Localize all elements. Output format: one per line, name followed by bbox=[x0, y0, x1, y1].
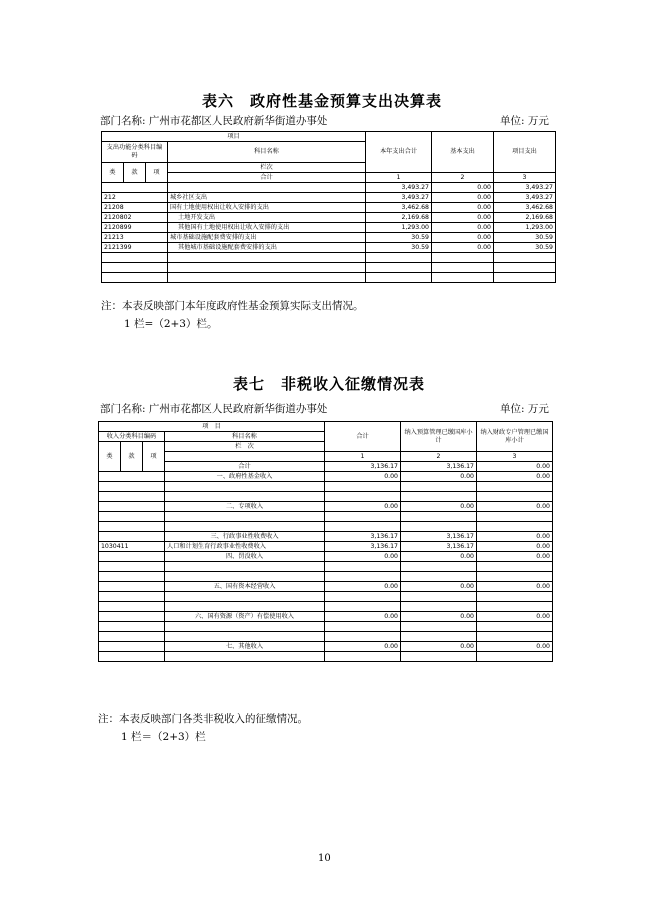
row-v2: 0.00 bbox=[401, 552, 477, 562]
table-row bbox=[102, 243, 556, 253]
row-code: 21208 bbox=[102, 203, 168, 213]
table-row bbox=[102, 203, 556, 213]
table6-dept-label: 部门名称: 广州市花都区人民政府新华街道办事处 bbox=[100, 115, 328, 127]
row-v2: 3,136.17 bbox=[401, 532, 477, 542]
table-row-empty bbox=[102, 273, 556, 283]
table-row-empty bbox=[99, 492, 553, 502]
row-name: 六、国有资源（资产）有偿使用收入 bbox=[165, 612, 325, 622]
table6-header-xiang: 项 bbox=[146, 163, 168, 183]
row-v2: 0.00 bbox=[401, 472, 477, 482]
row-v2: 0.00 bbox=[432, 223, 494, 233]
table6-header-item: 项目 bbox=[102, 132, 366, 142]
table7-total-v1: 3,136.17 bbox=[325, 462, 401, 472]
table6-header-name: 科目名称 bbox=[168, 142, 366, 163]
table6-total-v2: 0.00 bbox=[432, 183, 494, 193]
table-row bbox=[99, 502, 553, 512]
row-v2: 0.00 bbox=[432, 233, 494, 243]
row-v1: 3,136.17 bbox=[325, 542, 401, 552]
table6-total-v3: 3,493.27 bbox=[494, 183, 556, 193]
table7-header-n1: 1 bbox=[325, 452, 401, 462]
table-row bbox=[99, 612, 553, 622]
table6-header-total: 合计 bbox=[168, 173, 366, 183]
table-row bbox=[99, 472, 553, 482]
row-code bbox=[99, 552, 165, 562]
table7-note1: 注：本表反映部门各类非税收入的征缴情况。 bbox=[98, 713, 308, 725]
table-row-empty bbox=[99, 482, 553, 492]
row-v1: 0.00 bbox=[325, 502, 401, 512]
table6-header-col1: 本年支出合计 bbox=[366, 132, 432, 173]
table7-header-xiang: 项 bbox=[143, 442, 165, 472]
table-row bbox=[102, 223, 556, 233]
table6-note2: 1 栏=（2+3）栏。 bbox=[124, 318, 218, 330]
table6-note1: 注：本表反映部门本年度政府性基金预算实际支出情况。 bbox=[101, 300, 364, 312]
row-name: 一、政府性基金收入 bbox=[165, 472, 325, 482]
row-v2: 3,136.17 bbox=[401, 542, 477, 552]
row-code: 2120802 bbox=[102, 213, 168, 223]
row-v3: 0.00 bbox=[477, 542, 553, 552]
table-row-empty bbox=[99, 572, 553, 582]
row-v2: 0.00 bbox=[432, 213, 494, 223]
table6-total-v1: 3,493.27 bbox=[366, 183, 432, 193]
row-code bbox=[99, 472, 165, 482]
table7-header-row1 bbox=[99, 422, 553, 432]
row-code: 21213 bbox=[102, 233, 168, 243]
table6-header-code: 支出功能分类科目编码 bbox=[102, 142, 168, 163]
row-code: 2121399 bbox=[102, 243, 168, 253]
row-v3: 0.00 bbox=[477, 502, 553, 512]
row-name: 其他城市基础设施配套费安排的支出 bbox=[168, 243, 366, 253]
row-v3: 1,293.00 bbox=[494, 223, 556, 233]
table-row bbox=[99, 642, 553, 652]
table7-header-col2: 纳入预算管理已缴国库小计 bbox=[401, 422, 477, 452]
row-v1: 3,136.17 bbox=[325, 532, 401, 542]
table6-header-row1 bbox=[102, 132, 556, 142]
row-code bbox=[99, 502, 165, 512]
row-v1: 2,169.68 bbox=[366, 213, 432, 223]
row-v2: 0.00 bbox=[432, 193, 494, 203]
row-v2: 0.00 bbox=[432, 203, 494, 213]
table7-header-total: 合计 bbox=[165, 462, 325, 472]
table-row-empty bbox=[99, 602, 553, 612]
row-v1: 0.00 bbox=[325, 552, 401, 562]
row-name: 土地开发支出 bbox=[168, 213, 366, 223]
table-row bbox=[102, 193, 556, 203]
table7-header-n2: 2 bbox=[401, 452, 477, 462]
table-row-empty bbox=[99, 522, 553, 532]
table6 bbox=[101, 131, 556, 283]
table-row-empty bbox=[99, 512, 553, 522]
row-v2: 0.00 bbox=[432, 243, 494, 253]
row-v3: 30.59 bbox=[494, 233, 556, 243]
row-v3: 0.00 bbox=[477, 552, 553, 562]
row-v3: 3,462.68 bbox=[494, 203, 556, 213]
row-v1: 3,462.68 bbox=[366, 203, 432, 213]
table7-header-name: 科目名称 bbox=[165, 432, 325, 442]
table7-header-lei: 类 bbox=[99, 442, 121, 472]
row-code bbox=[99, 532, 165, 542]
table6-header-lanci: 栏次 bbox=[168, 163, 366, 173]
row-v3: 2,169.68 bbox=[494, 213, 556, 223]
row-v3: 0.00 bbox=[477, 532, 553, 542]
table7-header-n3: 3 bbox=[477, 452, 553, 462]
table-row-empty bbox=[102, 253, 556, 263]
table7 bbox=[98, 421, 553, 662]
table7-total-v3: 0.00 bbox=[477, 462, 553, 472]
row-v1: 0.00 bbox=[325, 612, 401, 622]
table6-total-row bbox=[102, 183, 556, 193]
table7-header-kuan: 款 bbox=[121, 442, 143, 472]
table-row-empty bbox=[99, 562, 553, 572]
table6-header-col3: 项目支出 bbox=[494, 132, 556, 173]
row-v3: 0.00 bbox=[477, 472, 553, 482]
table7-header-row4 bbox=[99, 452, 553, 462]
row-code: 1030411 bbox=[99, 542, 165, 552]
row-code: 212 bbox=[102, 193, 168, 203]
table6-header-n1: 1 bbox=[366, 173, 432, 183]
table6-unit-label: 单位: 万元 bbox=[500, 115, 549, 127]
row-code bbox=[99, 612, 165, 622]
row-v1: 1,293.00 bbox=[366, 223, 432, 233]
row-v1: 0.00 bbox=[325, 582, 401, 592]
row-code bbox=[99, 582, 165, 592]
table6-header-kuan: 款 bbox=[124, 163, 146, 183]
table-row-empty bbox=[99, 652, 553, 662]
row-name: 五、国有资本经营收入 bbox=[165, 582, 325, 592]
row-v3: 0.00 bbox=[477, 612, 553, 622]
row-v3: 3,493.27 bbox=[494, 193, 556, 203]
row-name: 二、专项收入 bbox=[165, 502, 325, 512]
table7-header-code: 收入分类科目编码 bbox=[99, 432, 165, 442]
table-row bbox=[102, 213, 556, 223]
table-row-empty bbox=[99, 622, 553, 632]
row-v2: 0.00 bbox=[401, 642, 477, 652]
table-row bbox=[99, 532, 553, 542]
table-row bbox=[99, 582, 553, 592]
table-row bbox=[99, 552, 553, 562]
table7-total-row bbox=[99, 462, 553, 472]
row-code: 2120899 bbox=[102, 223, 168, 233]
row-v1: 30.59 bbox=[366, 233, 432, 243]
page-number: 10 bbox=[318, 853, 331, 864]
row-v2: 0.00 bbox=[401, 612, 477, 622]
table7-header-col1: 合计 bbox=[325, 422, 401, 452]
table7-header-lanci: 栏 次 bbox=[165, 442, 325, 452]
row-v3: 30.59 bbox=[494, 243, 556, 253]
row-v1: 0.00 bbox=[325, 472, 401, 482]
table7-unit-label: 单位: 万元 bbox=[500, 403, 549, 415]
row-v1: 30.59 bbox=[366, 243, 432, 253]
row-name: 城乡社区支出 bbox=[168, 193, 366, 203]
table6-header-row4 bbox=[102, 173, 556, 183]
row-v2: 0.00 bbox=[401, 582, 477, 592]
row-name: 其他国有土地使用权出让收入安排的支出 bbox=[168, 223, 366, 233]
table-row bbox=[99, 542, 553, 552]
table6-title: 表六 政府性基金预算支出决算表 bbox=[202, 92, 443, 110]
table6-header-n3: 3 bbox=[494, 173, 556, 183]
row-v1: 0.00 bbox=[325, 642, 401, 652]
table7-dept-label: 部门名称: 广州市花都区人民政府新华街道办事处 bbox=[100, 403, 328, 415]
table7-header-col3: 纳入财政专户管理已缴国库小计 bbox=[477, 422, 553, 452]
table-row-empty bbox=[99, 592, 553, 602]
table-row-empty bbox=[102, 263, 556, 273]
table7-header-item: 项 目 bbox=[99, 422, 325, 432]
table6-header-lei: 类 bbox=[102, 163, 124, 183]
row-v2: 0.00 bbox=[401, 502, 477, 512]
table-row-empty bbox=[99, 632, 553, 642]
table6-header-col2: 基本支出 bbox=[432, 132, 494, 173]
row-name: 人口和计划生育行政事业性收费收入 bbox=[165, 542, 325, 552]
table7-title: 表七 非税收入征缴情况表 bbox=[233, 375, 426, 393]
row-v3: 0.00 bbox=[477, 582, 553, 592]
row-name: 三、行政事业性收费收入 bbox=[165, 532, 325, 542]
row-code bbox=[99, 642, 165, 652]
row-name: 四、罚没收入 bbox=[165, 552, 325, 562]
row-name: 城市基础设施配套费安排的支出 bbox=[168, 233, 366, 243]
table6-header-n2: 2 bbox=[432, 173, 494, 183]
row-v3: 0.00 bbox=[477, 642, 553, 652]
table7-note2: 1 栏＝（2+3）栏 bbox=[121, 731, 206, 743]
table-row bbox=[102, 233, 556, 243]
row-name: 七、其他收入 bbox=[165, 642, 325, 652]
row-v1: 3,493.27 bbox=[366, 193, 432, 203]
row-name: 国有土地使用权出让收入安排的支出 bbox=[168, 203, 366, 213]
table7-total-v2: 3,136.17 bbox=[401, 462, 477, 472]
